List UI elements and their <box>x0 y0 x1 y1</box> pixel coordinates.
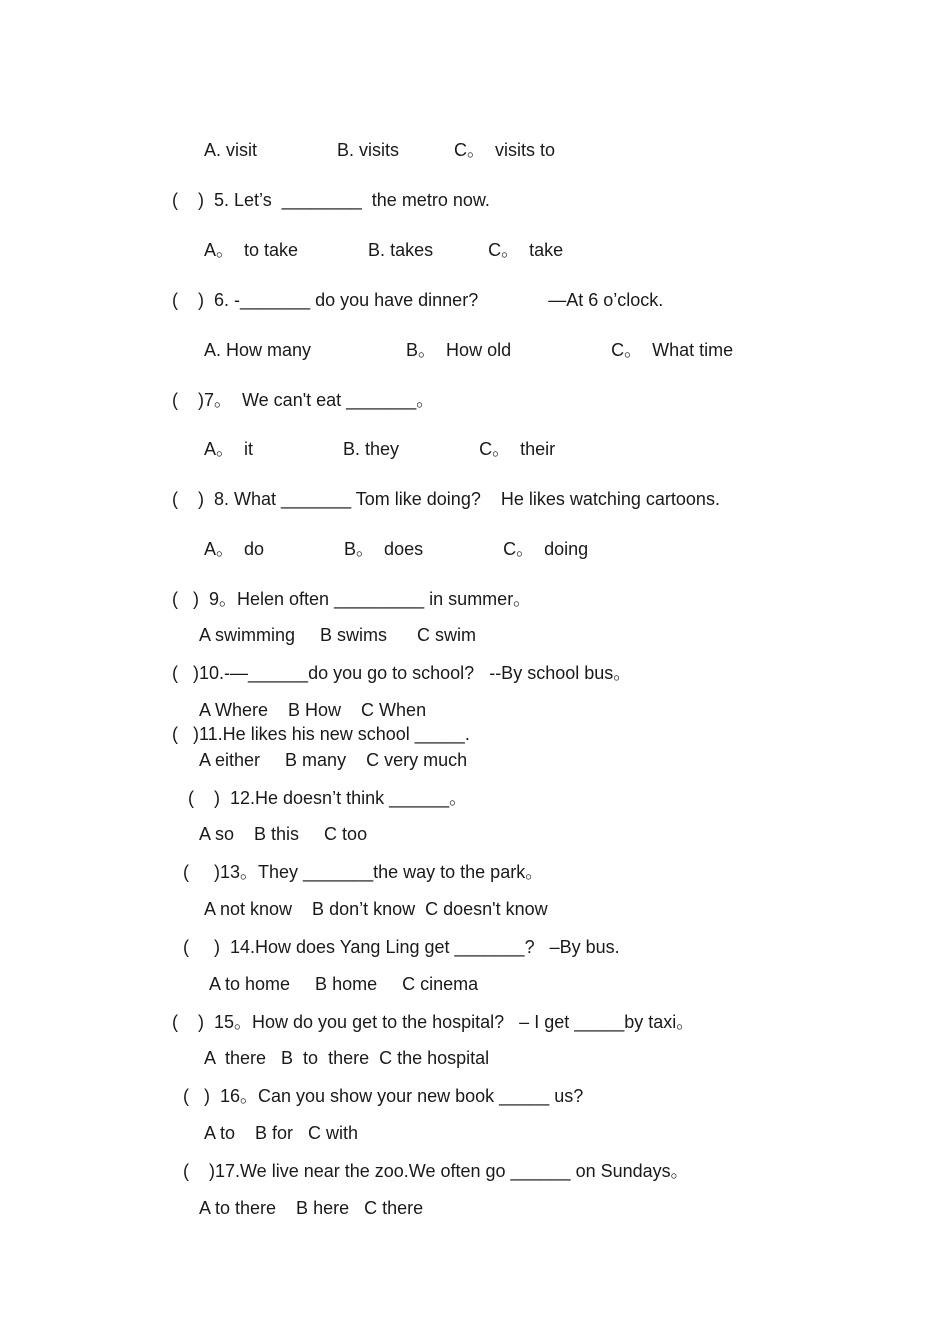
q8-question: ( ) 8. What _______ Tom like doing? He likes watching cartoons. <box>172 489 720 509</box>
q16-question: ( ) 16。Can you show your new book _____ us? <box>183 1086 584 1106</box>
q6-question: ( ) 6. -_______ do you have dinner? —At 6 o’clock. <box>172 290 664 310</box>
q17-options: A to there B here C there <box>199 1198 424 1218</box>
q5-options: A。 to take B. takes C。 take <box>204 240 564 260</box>
q10-options: A Where B How C When <box>199 700 427 720</box>
q4-options: A. visit B. visits C。 visits to <box>204 140 556 160</box>
q13-options: A not know B don’t know C doesn't know <box>204 899 548 919</box>
q12-question: ( ) 12.He doesn’t think ______。 <box>188 788 468 808</box>
q6-options: A. How many B。 How old C。 What time <box>204 340 734 360</box>
q15-question: ( ) 15。How do you get to the hospital? – I get _____by taxi。 <box>172 1012 695 1032</box>
q13-question: ( )13。They _______the way to the park。 <box>183 862 544 882</box>
q14-question: ( ) 14.How does Yang Ling get _______? –By bus. <box>183 937 620 957</box>
q11-question: ( )11.He likes his new school _____. <box>172 724 470 744</box>
q8-options: A。 do B。 does C。 doing <box>204 539 589 559</box>
q14-options: A to home B home C cinema <box>209 974 479 994</box>
q17-question: ( )17.We live near the zoo.We often go ______ on Sundays。 <box>183 1161 689 1181</box>
q16-options: A to B for C with <box>204 1123 359 1143</box>
q7-question: ( )7。 We can't eat _______。 <box>172 390 435 410</box>
q9-question: ( ) 9。Helen often _________ in summer。 <box>172 589 532 609</box>
q10-question: ( )10.-—______do you go to school? --By school bus。 <box>172 663 632 683</box>
q11-options: A either B many C very much <box>199 750 468 770</box>
q12-options: A so B this C too <box>199 824 368 844</box>
q9-options: A swimming B swims C swim <box>199 625 477 645</box>
q5-question: ( ) 5. Let’s ________ the metro now. <box>172 190 490 210</box>
q7-options: A。 it B. they C。 their <box>204 439 556 459</box>
q15-options: A there B to there C the hospital <box>204 1048 490 1068</box>
